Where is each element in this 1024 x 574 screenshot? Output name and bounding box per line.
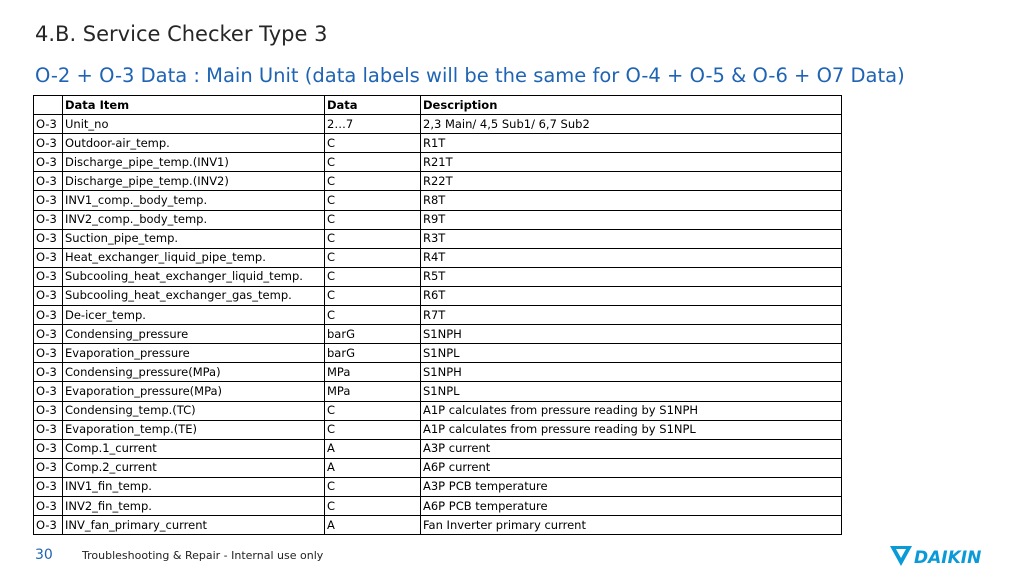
cell-data-item: Evaporation_pressure(MPa) xyxy=(63,382,325,401)
table-row xyxy=(34,420,842,439)
cell-description: A1P calculates from pressure reading by S1NPL xyxy=(421,420,842,439)
cell-description: S1NPL xyxy=(421,344,842,363)
cell-data-item: INV2_fin_temp. xyxy=(63,496,325,515)
header-data-item: Data Item xyxy=(63,96,325,115)
table-row xyxy=(34,134,842,153)
cell-data-item: Comp.2_current xyxy=(63,458,325,477)
cell-prefix: O-3 xyxy=(34,516,63,535)
cell-prefix: O-3 xyxy=(34,267,63,286)
cell-prefix: O-3 xyxy=(34,477,63,496)
cell-prefix: O-3 xyxy=(34,210,63,229)
cell-data-item: INV1_comp._body_temp. xyxy=(63,191,325,210)
cell-description: R7T xyxy=(421,306,842,325)
cell-data: C xyxy=(325,306,421,325)
table-row xyxy=(34,153,842,172)
cell-description: R9T xyxy=(421,210,842,229)
cell-data-item: Evaporation_temp.(TE) xyxy=(63,420,325,439)
cell-prefix: O-3 xyxy=(34,382,63,401)
cell-data: C xyxy=(325,210,421,229)
table-header-row xyxy=(34,96,842,115)
cell-data-item: Discharge_pipe_temp.(INV2) xyxy=(63,172,325,191)
cell-description: R4T xyxy=(421,248,842,267)
header-data: Data xyxy=(325,96,421,115)
daikin-delta-icon xyxy=(890,546,912,566)
cell-data-item: Condensing_temp.(TC) xyxy=(63,401,325,420)
cell-data: C xyxy=(325,134,421,153)
cell-data: C xyxy=(325,267,421,286)
cell-prefix: O-3 xyxy=(34,420,63,439)
cell-description: A6P PCB temperature xyxy=(421,496,842,515)
table-row xyxy=(34,172,842,191)
cell-description: R21T xyxy=(421,153,842,172)
table-row xyxy=(34,363,842,382)
cell-prefix: O-3 xyxy=(34,496,63,515)
cell-description: 2,3 Main/ 4,5 Sub1/ 6,7 Sub2 xyxy=(421,115,842,134)
cell-prefix: O-3 xyxy=(34,439,63,458)
table-row xyxy=(34,516,842,535)
cell-prefix: O-3 xyxy=(34,344,63,363)
cell-description: R8T xyxy=(421,191,842,210)
table-row xyxy=(34,477,842,496)
cell-data: 2…7 xyxy=(325,115,421,134)
table-row xyxy=(34,325,842,344)
cell-prefix: O-3 xyxy=(34,172,63,191)
cell-data-item: Subcooling_heat_exchanger_gas_temp. xyxy=(63,286,325,305)
table-row xyxy=(34,210,842,229)
table-row xyxy=(34,382,842,401)
table-row xyxy=(34,306,842,325)
cell-prefix: O-3 xyxy=(34,401,63,420)
cell-data: MPa xyxy=(325,363,421,382)
cell-data-item: Evaporation_pressure xyxy=(63,344,325,363)
cell-data: C xyxy=(325,229,421,248)
daikin-logo xyxy=(888,543,1000,569)
cell-description: S1NPH xyxy=(421,325,842,344)
cell-description: R6T xyxy=(421,286,842,305)
table-row xyxy=(34,115,842,134)
cell-prefix: O-3 xyxy=(34,191,63,210)
cell-data: C xyxy=(325,477,421,496)
cell-data-item: Condensing_pressure(MPa) xyxy=(63,363,325,382)
cell-description: A6P current xyxy=(421,458,842,477)
cell-data: C xyxy=(325,420,421,439)
header-description: Description xyxy=(421,96,842,115)
cell-prefix: O-3 xyxy=(34,458,63,477)
cell-data: MPa xyxy=(325,382,421,401)
cell-data-item: De-icer_temp. xyxy=(63,306,325,325)
cell-data-item: Subcooling_heat_exchanger_liquid_temp. xyxy=(63,267,325,286)
cell-data-item: Suction_pipe_temp. xyxy=(63,229,325,248)
table-row xyxy=(34,401,842,420)
table-row xyxy=(34,344,842,363)
cell-data: C xyxy=(325,172,421,191)
table-row xyxy=(34,229,842,248)
cell-prefix: O-3 xyxy=(34,325,63,344)
cell-description: R1T xyxy=(421,134,842,153)
cell-data-item: Heat_exchanger_liquid_pipe_temp. xyxy=(63,248,325,267)
cell-data-item: Comp.1_current xyxy=(63,439,325,458)
cell-data-item: Outdoor-air_temp. xyxy=(63,134,325,153)
footer-text: Troubleshooting & Repair - Internal use only xyxy=(82,549,324,562)
table-row xyxy=(34,267,842,286)
cell-data: C xyxy=(325,286,421,305)
cell-prefix: O-3 xyxy=(34,363,63,382)
cell-prefix: O-3 xyxy=(34,248,63,267)
cell-prefix: O-3 xyxy=(34,306,63,325)
data-table xyxy=(33,95,842,535)
cell-data: A xyxy=(325,439,421,458)
cell-data-item: INV1_fin_temp. xyxy=(63,477,325,496)
cell-description: S1NPL xyxy=(421,382,842,401)
cell-prefix: O-3 xyxy=(34,115,63,134)
cell-description: S1NPH xyxy=(421,363,842,382)
page-number: 30 xyxy=(35,547,53,563)
cell-prefix: O-3 xyxy=(34,286,63,305)
table-row xyxy=(34,496,842,515)
cell-data-item: Unit_no xyxy=(63,115,325,134)
cell-description: Fan Inverter primary current xyxy=(421,516,842,535)
header-prefix xyxy=(34,96,63,115)
cell-description: A1P calculates from pressure reading by S1NPH xyxy=(421,401,842,420)
table-row xyxy=(34,191,842,210)
cell-data: C xyxy=(325,496,421,515)
cell-description: R5T xyxy=(421,267,842,286)
cell-prefix: O-3 xyxy=(34,153,63,172)
cell-data: C xyxy=(325,248,421,267)
slide-subtitle: O-2 + O-3 Data : Main Unit (data labels will be the same for O-4 + O-5 & O-6 + O7 Data) xyxy=(35,64,905,87)
slide-title: 4.B. Service Checker Type 3 xyxy=(35,22,328,46)
table-row xyxy=(34,248,842,267)
logo-text: DAIKIN xyxy=(914,548,982,568)
cell-data-item: Discharge_pipe_temp.(INV1) xyxy=(63,153,325,172)
cell-data: C xyxy=(325,191,421,210)
cell-data: barG xyxy=(325,325,421,344)
table-row xyxy=(34,286,842,305)
cell-prefix: O-3 xyxy=(34,134,63,153)
table-row xyxy=(34,439,842,458)
table-row xyxy=(34,458,842,477)
cell-prefix: O-3 xyxy=(34,229,63,248)
cell-description: R3T xyxy=(421,229,842,248)
cell-data: barG xyxy=(325,344,421,363)
cell-data: A xyxy=(325,516,421,535)
cell-description: A3P current xyxy=(421,439,842,458)
cell-description: A3P PCB temperature xyxy=(421,477,842,496)
cell-data-item: INV_fan_primary_current xyxy=(63,516,325,535)
cell-description: R22T xyxy=(421,172,842,191)
cell-data: C xyxy=(325,401,421,420)
cell-data: C xyxy=(325,153,421,172)
cell-data-item: Condensing_pressure xyxy=(63,325,325,344)
cell-data: A xyxy=(325,458,421,477)
cell-data-item: INV2_comp._body_temp. xyxy=(63,210,325,229)
